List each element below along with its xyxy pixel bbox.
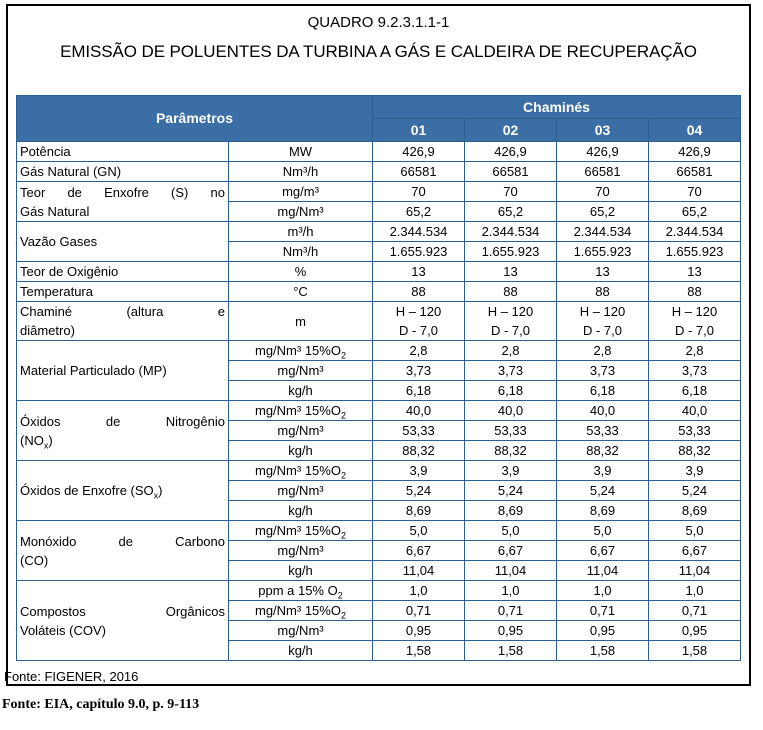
value-cell: [373, 302, 465, 341]
unit-subscript: 2: [340, 530, 346, 541]
unit-cell: kg/h: [229, 501, 373, 521]
value-cell: 1.655.923: [465, 242, 557, 262]
param-label: [17, 302, 229, 341]
table-number: QUADRO 9.2.3.1.1-1: [307, 14, 450, 31]
value-cell: 6,18: [557, 381, 649, 401]
value-cell: 13: [465, 262, 557, 282]
value-cell: 426,9: [649, 142, 741, 162]
unit-subscript: 2: [337, 590, 343, 601]
unit-cell: kg/h: [229, 441, 373, 461]
value-cell: 0,71: [649, 601, 741, 621]
param-label: Temperatura: [17, 282, 229, 302]
value-cell: 70: [373, 182, 465, 202]
value-cell: 8,69: [465, 501, 557, 521]
param-label-line: Compostos Orgânicos: [20, 603, 225, 619]
value-cell: 66581: [557, 162, 649, 182]
value-cell: 53,33: [373, 421, 465, 441]
value-cell: 88: [373, 282, 465, 302]
unit-cell: %: [229, 262, 373, 282]
value-cell: 3,9: [465, 461, 557, 481]
param-label: [17, 182, 229, 222]
value-cell: 2.344.534: [373, 222, 465, 242]
unit-text: mg/Nm³ 15%O: [255, 343, 341, 358]
unit-cell: mg/Nm³: [229, 361, 373, 381]
param-label-line: (CO): [20, 552, 49, 568]
param-label-line: (NO: [20, 432, 44, 448]
value-cell: 3,9: [373, 461, 465, 481]
value-cell: 70: [465, 182, 557, 202]
value-line: H – 120: [395, 304, 442, 319]
unit-cell: Nm³/h: [229, 162, 373, 182]
value-cell: 65,2: [649, 202, 741, 222]
table-title: EMISSÃO DE POLUENTES DA TURBINA A GÁS E CALDEIRA DE RECUPERAÇÃO: [60, 42, 697, 61]
value-cell: 6,67: [373, 541, 465, 561]
unit-subscript: 2: [340, 470, 346, 481]
value-cell: 1,0: [649, 581, 741, 601]
unit-cell: kg/h: [229, 561, 373, 581]
value-cell: 6,18: [649, 381, 741, 401]
value-cell: 5,0: [373, 521, 465, 541]
table-row: [17, 142, 741, 162]
value-cell: 6,18: [465, 381, 557, 401]
value-cell: [649, 302, 741, 341]
value-cell: 3,73: [557, 361, 649, 381]
value-cell: 426,9: [465, 142, 557, 162]
value-cell: 40,0: [557, 401, 649, 421]
param-label-text: Óxidos de Enxofre (SO: [20, 483, 154, 498]
value-cell: 2,8: [465, 341, 557, 361]
header-chamines: Chaminés: [373, 96, 741, 119]
unit-cell: [229, 401, 373, 421]
unit-cell: mg/m³: [229, 182, 373, 202]
table-row: [17, 521, 741, 541]
value-cell: 2.344.534: [465, 222, 557, 242]
value-cell: [557, 302, 649, 341]
param-label-line: diâmetro): [20, 323, 75, 338]
value-line: D - 7,0: [582, 323, 622, 338]
header-col: 04: [649, 119, 741, 142]
value-cell: 8,69: [373, 501, 465, 521]
value-cell: 0,71: [557, 601, 649, 621]
value-cell: 88,32: [373, 441, 465, 461]
param-label: Vazão Gases: [17, 222, 229, 262]
table-row: [17, 341, 741, 361]
table-row: [17, 222, 741, 242]
value-cell: 6,67: [557, 541, 649, 561]
value-cell: 53,33: [557, 421, 649, 441]
unit-cell: MW: [229, 142, 373, 162]
param-label-line: Teor de Enxofre (S) no: [20, 184, 225, 200]
value-cell: 53,33: [465, 421, 557, 441]
header-row: [17, 96, 741, 119]
unit-text: mg/Nm³ 15%O: [255, 523, 341, 538]
unit-cell: mg/Nm³: [229, 421, 373, 441]
value-cell: 6,67: [465, 541, 557, 561]
unit-cell: °C: [229, 282, 373, 302]
param-label: [17, 461, 229, 521]
table-source: Fonte: FIGENER, 2016: [4, 669, 139, 684]
value-cell: 88: [465, 282, 557, 302]
unit-cell: [229, 601, 373, 621]
unit-subscript: 2: [340, 610, 346, 621]
value-cell: 13: [373, 262, 465, 282]
value-cell: [465, 302, 557, 341]
value-cell: 88: [557, 282, 649, 302]
value-line: D - 7,0: [398, 323, 438, 338]
value-cell: 3,9: [557, 461, 649, 481]
value-cell: 66581: [465, 162, 557, 182]
value-cell: 5,24: [557, 481, 649, 501]
value-cell: 3,73: [465, 361, 557, 381]
unit-cell: [229, 341, 373, 361]
unit-text: mg/Nm³ 15%O: [255, 403, 341, 418]
param-label: Potência: [17, 142, 229, 162]
value-cell: 0,95: [465, 621, 557, 641]
table-row: [17, 401, 741, 421]
table-row: [17, 581, 741, 601]
value-cell: 6,18: [373, 381, 465, 401]
param-label-line: Chaminé (altura e: [20, 304, 225, 319]
label-subscript: x: [153, 490, 159, 501]
value-cell: 1,0: [465, 581, 557, 601]
value-line: H – 120: [671, 304, 718, 319]
value-cell: 0,95: [373, 621, 465, 641]
value-cell: 3,73: [373, 361, 465, 381]
param-label: Teor de Oxigênio: [17, 262, 229, 282]
header-col: 01: [373, 119, 465, 142]
unit-text: ppm a 15% O: [258, 583, 338, 598]
value-cell: 70: [649, 182, 741, 202]
value-cell: 11,04: [373, 561, 465, 581]
value-cell: 0,71: [373, 601, 465, 621]
value-cell: 2,8: [557, 341, 649, 361]
value-cell: 1.655.923: [557, 242, 649, 262]
header-parametros: Parâmetros: [17, 96, 373, 142]
value-cell: 1,58: [557, 641, 649, 661]
unit-cell: [229, 461, 373, 481]
value-cell: 1,58: [465, 641, 557, 661]
value-cell: 0,95: [649, 621, 741, 641]
value-cell: 11,04: [649, 561, 741, 581]
param-label: [17, 581, 229, 661]
value-cell: 11,04: [557, 561, 649, 581]
value-cell: 0,95: [557, 621, 649, 641]
value-cell: 53,33: [649, 421, 741, 441]
unit-subscript: 2: [340, 350, 346, 361]
unit-cell: m: [229, 302, 373, 341]
value-cell: 2.344.534: [557, 222, 649, 242]
param-label-end: ): [158, 483, 163, 498]
emissions-table: [16, 95, 741, 661]
value-cell: 1,0: [373, 581, 465, 601]
table-row: [17, 302, 741, 341]
value-cell: 1,58: [649, 641, 741, 661]
param-label: Gás Natural (GN): [17, 162, 229, 182]
table-row: [17, 282, 741, 302]
header-col: 03: [557, 119, 649, 142]
table-row: [17, 461, 741, 481]
value-cell: 5,0: [465, 521, 557, 541]
value-cell: 40,0: [373, 401, 465, 421]
table-row: [17, 162, 741, 182]
value-cell: 11,04: [465, 561, 557, 581]
value-cell: 8,69: [649, 501, 741, 521]
param-label-end: ): [48, 432, 53, 448]
label-subscript: x: [43, 440, 49, 451]
value-cell: 426,9: [373, 142, 465, 162]
value-cell: 40,0: [465, 401, 557, 421]
value-cell: 1,58: [373, 641, 465, 661]
param-label-line: Óxidos de Nitrogênio: [20, 413, 225, 429]
unit-cell: mg/Nm³: [229, 481, 373, 501]
unit-text: mg/Nm³ 15%O: [255, 603, 341, 618]
value-line: H – 120: [579, 304, 626, 319]
table-row: [17, 262, 741, 282]
unit-cell: mg/Nm³: [229, 621, 373, 641]
value-cell: 66581: [373, 162, 465, 182]
param-label: [17, 401, 229, 461]
value-line: D - 7,0: [490, 323, 530, 338]
unit-cell: mg/Nm³: [229, 541, 373, 561]
value-cell: 5,24: [465, 481, 557, 501]
value-cell: 65,2: [465, 202, 557, 222]
value-cell: 8,69: [557, 501, 649, 521]
unit-cell: Nm³/h: [229, 242, 373, 262]
value-cell: 40,0: [649, 401, 741, 421]
value-cell: 5,0: [649, 521, 741, 541]
value-cell: 65,2: [373, 202, 465, 222]
value-cell: 2,8: [649, 341, 741, 361]
param-label: [17, 521, 229, 581]
value-cell: 5,0: [557, 521, 649, 541]
table-frame: [6, 4, 751, 686]
value-cell: 66581: [649, 162, 741, 182]
value-cell: 1.655.923: [373, 242, 465, 262]
unit-cell: m³/h: [229, 222, 373, 242]
value-cell: 0,71: [465, 601, 557, 621]
value-cell: 65,2: [557, 202, 649, 222]
header-col: 02: [465, 119, 557, 142]
value-cell: 5,24: [649, 481, 741, 501]
value-cell: 5,24: [373, 481, 465, 501]
unit-cell: [229, 581, 373, 601]
unit-cell: mg/Nm³: [229, 202, 373, 222]
value-cell: 2.344.534: [649, 222, 741, 242]
value-cell: 13: [649, 262, 741, 282]
unit-text: mg/Nm³ 15%O: [255, 463, 341, 478]
value-line: D - 7,0: [674, 323, 714, 338]
value-cell: 1.655.923: [649, 242, 741, 262]
param-label-line: Voláteis (COV): [20, 622, 106, 638]
value-cell: 13: [557, 262, 649, 282]
param-label-line: Monóxido de Carbono: [20, 533, 225, 549]
value-cell: 3,9: [649, 461, 741, 481]
unit-subscript: 2: [340, 410, 346, 421]
value-cell: 70: [557, 182, 649, 202]
param-label-line: Gás Natural: [20, 203, 90, 219]
value-cell: 88: [649, 282, 741, 302]
table-row: [17, 182, 741, 202]
value-cell: 88,32: [649, 441, 741, 461]
document-caption: Fonte: EIA, capítulo 9.0, p. 9-113: [2, 697, 200, 712]
value-cell: 88,32: [557, 441, 649, 461]
value-cell: 6,67: [649, 541, 741, 561]
unit-cell: kg/h: [229, 641, 373, 661]
value-cell: 88,32: [465, 441, 557, 461]
unit-cell: kg/h: [229, 381, 373, 401]
value-cell: 3,73: [649, 361, 741, 381]
value-cell: 426,9: [557, 142, 649, 162]
value-cell: 1,0: [557, 581, 649, 601]
value-cell: 2,8: [373, 341, 465, 361]
param-label: Material Particulado (MP): [17, 341, 229, 401]
unit-cell: [229, 521, 373, 541]
value-line: H – 120: [487, 304, 534, 319]
